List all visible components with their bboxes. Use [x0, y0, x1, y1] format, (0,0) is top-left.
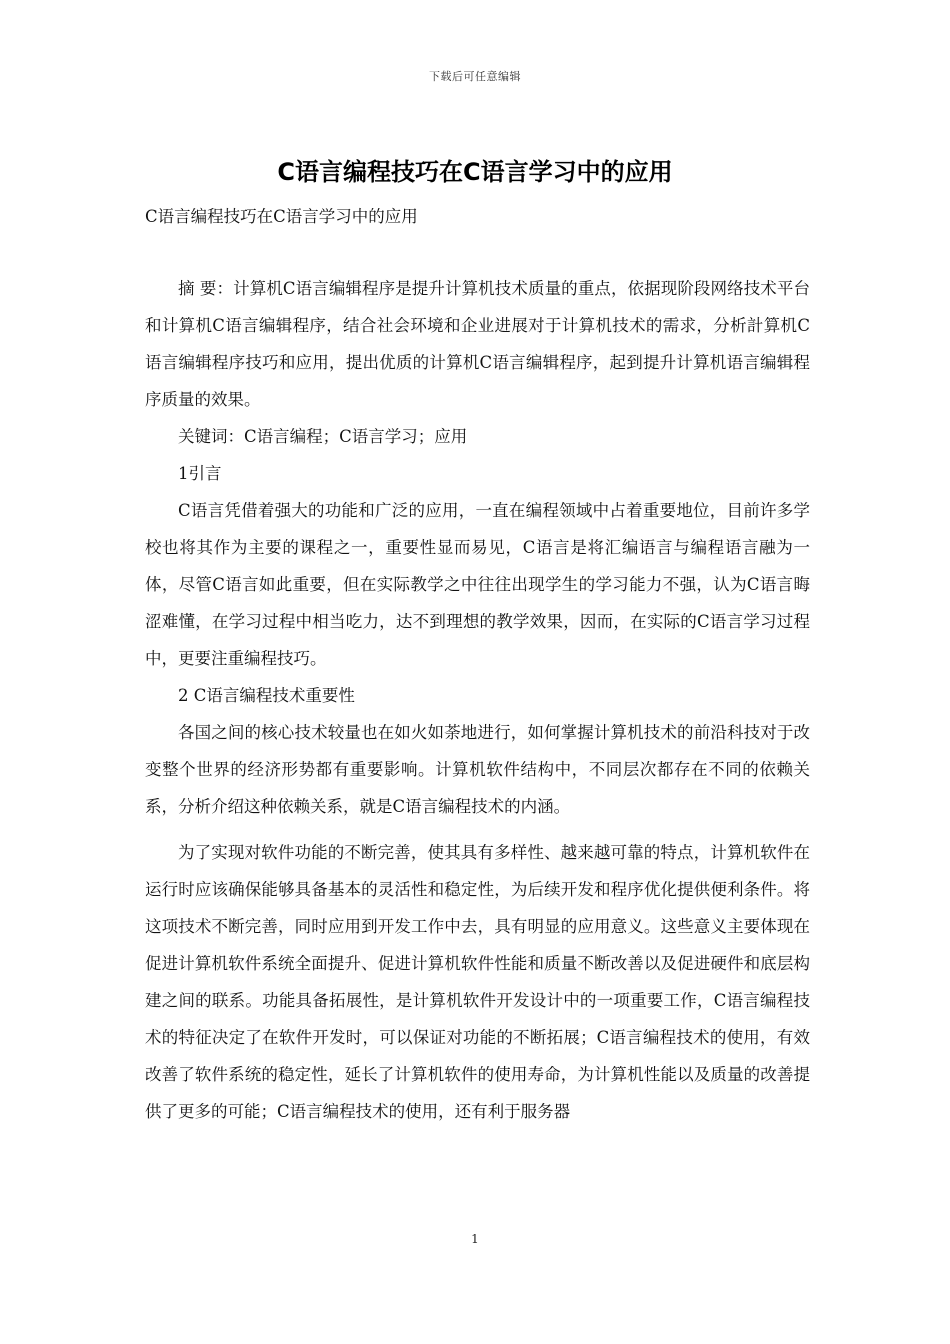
body-paragraph: 为了实现对软件功能的不断完善，使其具有多样性、越来越可靠的特点，计算机软件在运行时应该确保能够具备基本的灵活性和稳定性，为后续开发和程序优化提供便利条件。将这项技术不断完善，同时应用到开发工作中去，具有明显的应用意义。这些意义主要体现在促进计算机软件系统全面提升、促进计算机软件性能和质量不断改善以及促进硬件和底层构建之间的联系。功能具备拓展性，是计算机软件开发设计中的一项重要工作，C语言编程技术的特征决定了在软件开发时，可以保证对功能的不断拓展；C语言编程技术的使用，有效改善了软件系统的稳定性，延长了计算机软件的使用寿命，为计算机性能以及质量的改善提供了更多的可能；C语言编程技术的使用，还有利于服务器	[145, 843, 810, 1121]
header-note: 下载后可任意编辑	[429, 70, 521, 83]
document-subtitle: C语言编程技巧在C语言学习中的应用	[145, 207, 418, 226]
document-title: C语言编程技巧在C语言学习中的应用	[277, 158, 673, 186]
document-body	[145, 270, 810, 1130]
keywords-line: 关键词：C语言编程；C语言学习；应用	[178, 427, 468, 446]
body-paragraph: 各国之间的核心技术较量也在如火如荼地进行，如何掌握计算机技术的前沿科技对于改变整个世界的经济形势都有重要影响。计算机软件结构中，不同层次都存在不同的依赖关系，分析介绍这种依赖关系，就是C语言编程技术的内涵。	[145, 723, 810, 816]
body-paragraph: C语言凭借着强大的功能和广泛的应用，一直在编程领域中占着重要地位，目前许多学校也将其作为主要的课程之一，重要性显而易见，C语言是将汇编语言与编程语言融为一体，尽管C语言如此重要，但在实际教学之中往往出现学生的学习能力不强，认为C语言晦涩难懂，在学习过程中相当吃力，达不到理想的教学效果，因而，在实际的C语言学习过程中，更要注重编程技巧。	[145, 501, 810, 668]
section-heading-importance: 2 C语言编程技术重要性	[178, 686, 355, 705]
section-heading-introduction: 1引言	[178, 464, 222, 483]
abstract-paragraph: 摘 要：计算机C语言编辑程序是提升计算机技术质量的重点，依据现阶段网络技术平台和计算机C语言编辑程序，结合社会环境和企业进展对于计算机技术的需求，分析計算机C语言编辑程序技巧和应用，提出优质的计算机C语言编辑程序，起到提升计算机语言编辑程序质量的效果。	[145, 279, 810, 409]
page-number: 1	[471, 1232, 479, 1246]
